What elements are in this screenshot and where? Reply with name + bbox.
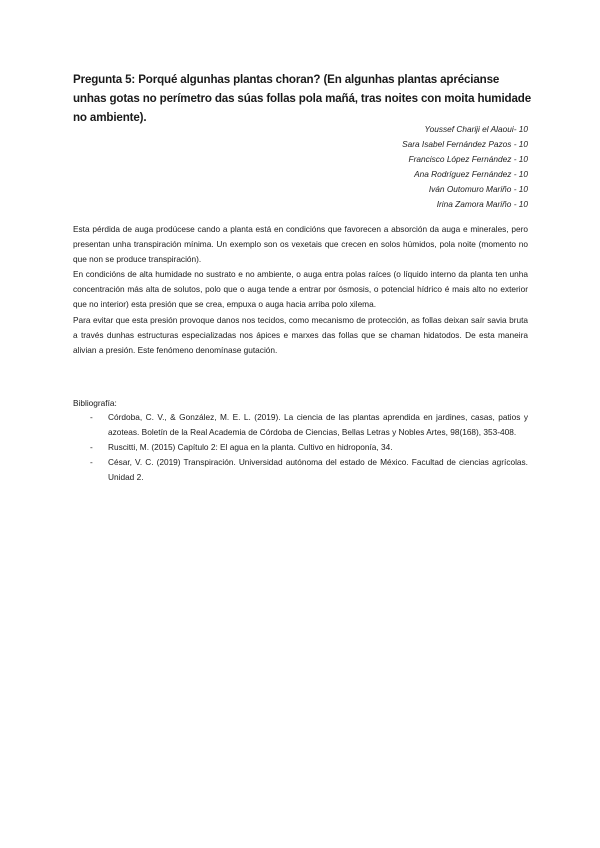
list-bullet: -: [90, 457, 93, 467]
list-bullet: -: [90, 412, 93, 422]
bibliography-title: Bibliografía:: [73, 398, 117, 408]
bibliography-item: [73, 440, 528, 455]
answer-body: [73, 222, 528, 358]
bibliography-item: [73, 455, 528, 485]
bibliography-list: [73, 410, 528, 485]
author-list: [228, 122, 528, 211]
body-paragraph: Esta pérdida de auga prodúcese cando a planta está en condicións que favorecen a absorción da auga e minerales, pero presentan unha transpiración mínima. Un exemplo son os vexetais que crecen en solos húmidos, pola noite (momento no que non se produce transpiración).: [73, 224, 528, 265]
body-paragraph: En condicións de alta humidade no sustrato e no ambiente, o auga entra polas raíces (o líquido interno da planta ten unha concentración más alta de solutos, polo que o auga tende a entrar por ósmosis, o potencial hídrico é mais alto no exterior que no interior) esta presión que se crea, empuxa o auga hacia arriba polo xilema.: [73, 269, 528, 310]
author-name: Sara Isabel Fernández Pazos - 10: [402, 138, 528, 149]
bibliography-entry: César, V. C. (2019) Transpiración. Universidad autónoma del estado de México. Facultad de ciencias agrícolas. Unidad 2.: [108, 457, 528, 482]
body-paragraph: Para evitar que esta presión provoque danos nos tecidos, como mecanismo de protección, as follas deixan saír savia bruta a través dunhas estructuras especializadas nos ápices e marxes das follas que se chaman hidatodos. De esta maneira alivian a presión. Este fenómeno denomínase gutación.: [73, 314, 528, 355]
author-name: Iván Outomuro Mariño - 10: [428, 183, 528, 194]
bibliography-entry: Córdoba, C. V., & González, M. E. L. (2019). La ciencia de las plantas aprendida en jardines, casas, patios y azoteas. Boletín de la Real Academia de Córdoba de Ciencias, Bellas Letras y Nobles Artes, 98(168), 353-408.: [108, 412, 528, 437]
author-name: Irina Zamora Mariño - 10: [436, 198, 528, 209]
author-name: Youssef Chariji el Alaoui- 10: [424, 124, 528, 134]
author-name: Ana Rodríguez Fernández - 10: [414, 168, 528, 179]
bibliography-item: [73, 410, 528, 440]
bibliography-entry: Ruscitti, M. (2015) Capítulo 2: El agua en la planta. Cultivo en hidroponía, 34.: [108, 442, 393, 452]
list-bullet: -: [90, 442, 93, 452]
question-heading: Pregunta 5: Porqué algunhas plantas choran? (En algunhas plantas aprécianse unhas gotas no perímetro das súas follas pola mañá, tras noites con moita humidade no ambiente).: [73, 73, 531, 124]
author-name: Francisco López Fernández - 10: [408, 153, 528, 164]
